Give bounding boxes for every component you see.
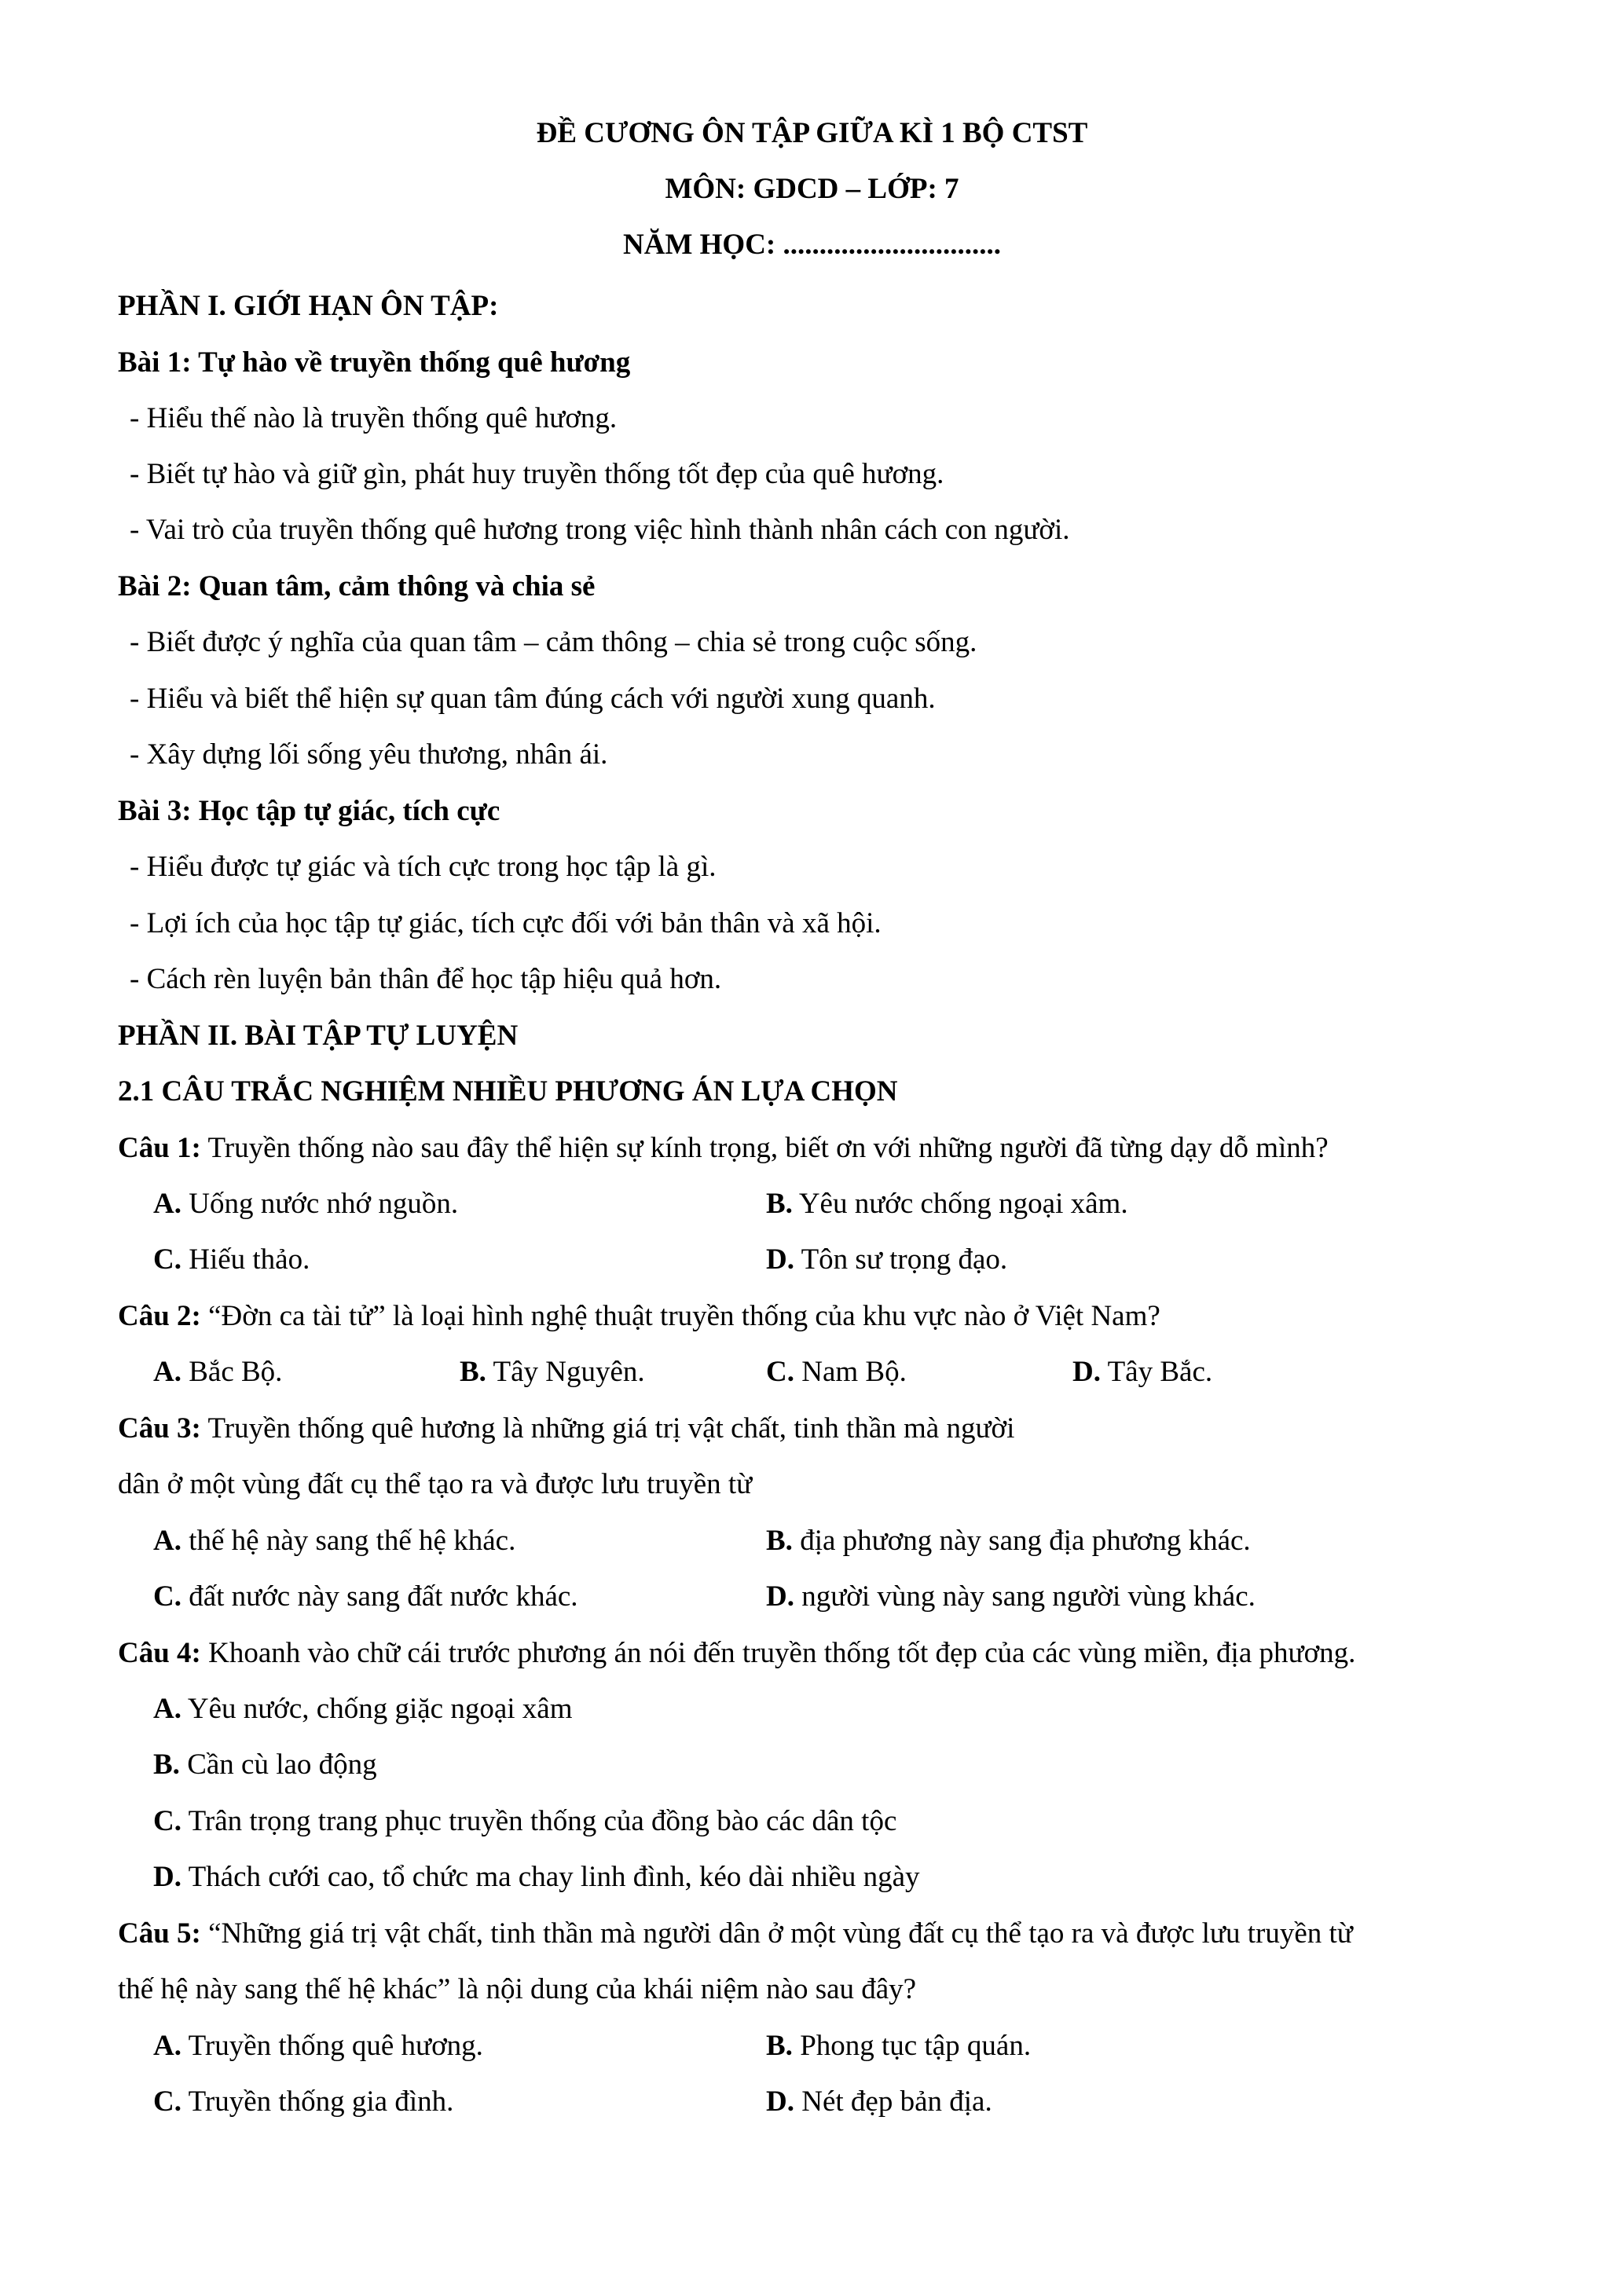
option: C. đất nước này sang đất nước khác. [153, 1580, 578, 1613]
lesson1-title: Bài 1: Tự hào về truyền thống quê hương [118, 346, 631, 379]
option: C. Trân trọng trang phục truyền thống của đồng bào các dân tộc [153, 1805, 897, 1837]
lesson1-item: - Vai trò của truyền thống quê hương trong việc hình thành nhân cách con người. [130, 514, 1070, 546]
option: C. Hiếu thảo. [153, 1243, 310, 1276]
lesson1-item: - Hiểu thế nào là truyền thống quê hương. [130, 402, 618, 434]
question-text: Khoanh vào chữ cái trước phương án nói đến truyền thống tốt đẹp của các vùng miền, địa phương. [200, 1637, 1356, 1669]
document-subject: MÔN: GDCD – LỚP: 7 [665, 173, 959, 205]
option: C. Nam Bộ. [766, 1356, 907, 1388]
option: D. người vùng này sang người vùng khác. [766, 1580, 1256, 1613]
lesson3-item: - Cách rèn luyện bản thân để học tập hiệu quả hơn. [130, 963, 722, 995]
question-text: “Đờn ca tài tử” là loại hình nghệ thuật truyền thống của khu vực nào ở Việt Nam? [200, 1300, 1160, 1332]
part2-subheading: 2.1 CÂU TRẮC NGHIỆM NHIỀU PHƯƠNG ÁN LỰA CHỌN [118, 1075, 898, 1108]
question-text: Truyền thống quê hương là những giá trị vật chất, tinh thần mà người [200, 1412, 1015, 1445]
question-1 [118, 1129, 1530, 1168]
option: A. thế hệ này sang thế hệ khác. [153, 1525, 516, 1557]
question-2 [118, 1297, 1530, 1336]
document-title: ĐỀ CƯƠNG ÔN TẬP GIỮA KÌ 1 BỘ CTST [536, 117, 1088, 149]
question-label: Câu 3: [118, 1412, 201, 1445]
option: C. Truyền thống gia đình. [153, 2085, 454, 2118]
question-text: Truyền thống nào sau đây thể hiện sự kính trọng, biết ơn với những người đã từng dạy dỗ mình? [200, 1132, 1329, 1164]
option: D. Thách cưới cao, tổ chức ma chay linh đình, kéo dài nhiều ngày [153, 1861, 920, 1893]
option: B. Tây Nguyên. [460, 1356, 645, 1388]
lesson2-title: Bài 2: Quan tâm, cảm thông và chia sẻ [118, 570, 596, 602]
lesson3-item: - Hiểu được tự giác và tích cực trong học tập là gì. [130, 851, 717, 883]
lesson1-item: - Biết tự hào và giữ gìn, phát huy truyền thống tốt đẹp của quê hương. [130, 458, 944, 490]
option: A. Uống nước nhớ nguồn. [153, 1188, 459, 1220]
option: B. Yêu nước chống ngoại xâm. [766, 1188, 1128, 1220]
question-label: Câu 5: [118, 1917, 201, 1950]
question-text-continued: thế hệ này sang thế hệ khác” là nội dung của khái niệm nào sau đây? [118, 1973, 917, 2005]
option: D. Tây Bắc. [1072, 1356, 1213, 1388]
question-text-continued: dân ở một vùng đất cụ thể tạo ra và được lưu truyền từ [118, 1468, 753, 1500]
part2-heading: PHẦN II. BÀI TẬP TỰ LUYỆN [118, 1020, 519, 1052]
document-year: NĂM HỌC: .............................. [623, 229, 1001, 261]
option: B. địa phương này sang địa phương khác. [766, 1525, 1251, 1557]
lesson3-item: - Lợi ích của học tập tự giác, tích cực đối với bản thân và xã hội. [130, 907, 882, 939]
option: A. Truyền thống quê hương. [153, 2030, 483, 2062]
option: D. Tôn sư trọng đạo. [766, 1243, 1008, 1276]
lesson2-item: - Xây dựng lối sống yêu thương, nhân ái. [130, 738, 608, 771]
option: A. Yêu nước, chống giặc ngoại xâm [153, 1693, 573, 1725]
question-label: Câu 2: [118, 1300, 201, 1332]
option: A. Bắc Bộ. [153, 1356, 283, 1388]
lesson2-item: - Hiểu và biết thể hiện sự quan tâm đúng cách với người xung quanh. [130, 683, 936, 715]
part1-heading: PHẦN I. GIỚI HẠN ÔN TẬP: [118, 290, 499, 322]
question-label: Câu 4: [118, 1637, 201, 1669]
lesson2-item: - Biết được ý nghĩa của quan tâm – cảm thông – chia sẻ trong cuộc sống. [130, 626, 977, 658]
question-text: “Những giá trị vật chất, tinh thần mà người dân ở một vùng đất cụ thể tạo ra và được lưu truyền từ [200, 1917, 1353, 1950]
option: B. Phong tục tập quán. [766, 2030, 1032, 2062]
question-label: Câu 1: [118, 1132, 201, 1164]
lesson3-title: Bài 3: Học tập tự giác, tích cực [118, 795, 500, 827]
option: B. Cần cù lao động [153, 1749, 377, 1781]
question-4 [118, 1634, 1530, 1673]
option: D. Nét đẹp bản địa. [766, 2085, 992, 2118]
question-3 [118, 1409, 1530, 1448]
question-5 [118, 1914, 1530, 1954]
